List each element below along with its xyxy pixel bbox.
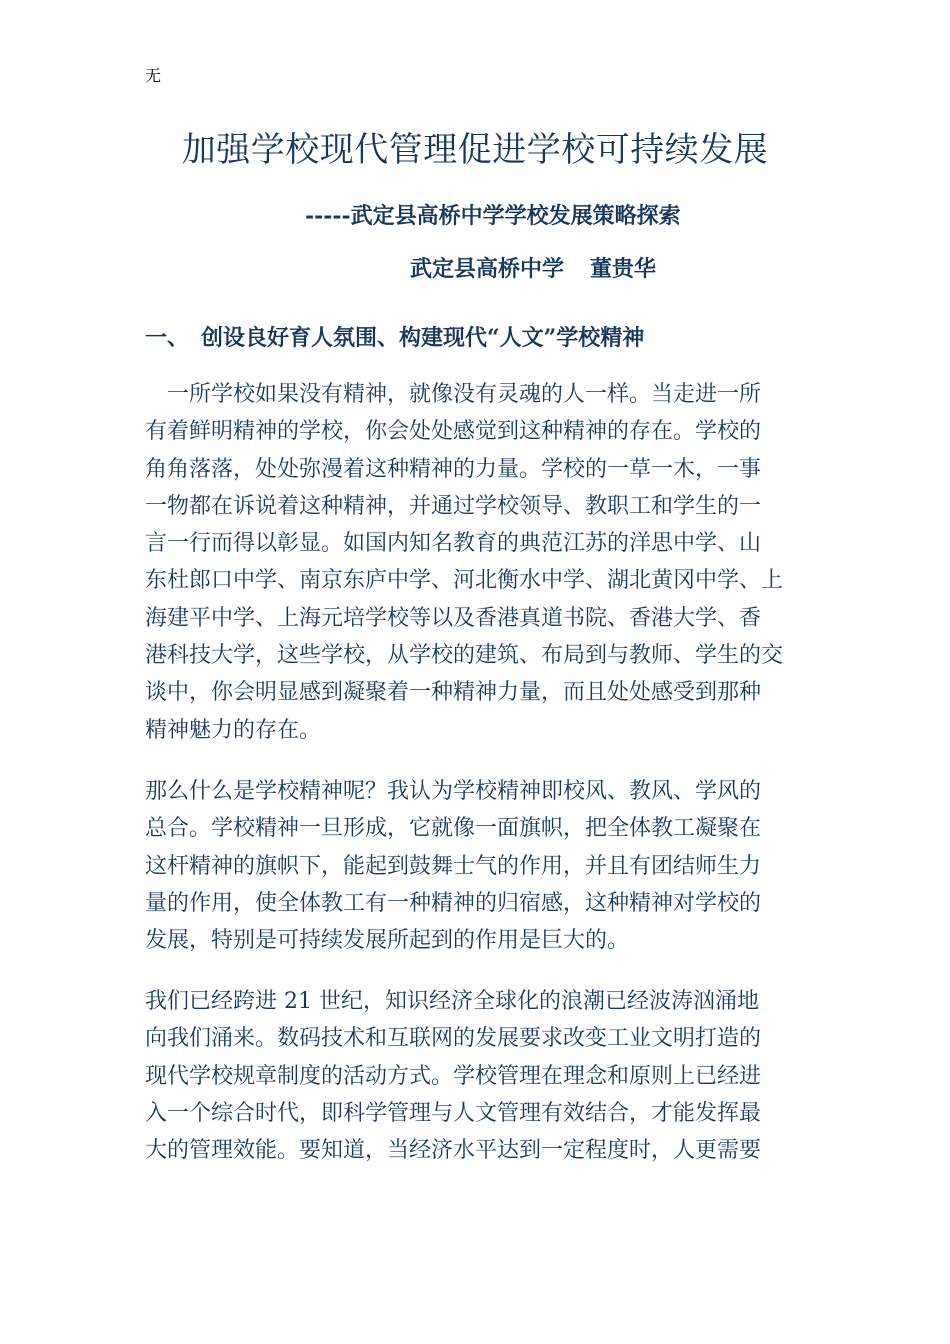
document-title: 加强学校现代管理促进学校可持续发展 [181, 130, 769, 170]
paragraph-line: 谈中，你会明显感到凝聚着一种精神力量，而且处处感受到那种 [145, 680, 762, 706]
paragraph [145, 773, 810, 959]
paragraph-line: 言一行而得以彰显。如国内知名教育的典范江苏的洋思中学、山 [145, 531, 762, 557]
paragraph-line: 港科技大学，这些学校，从学校的建筑、布局到与教师、学生的交 [145, 643, 784, 669]
section-heading [145, 322, 644, 354]
paragraph-line: 量的作用，使全体教工有一种精神的归宿感，这种精神对学校的 [145, 890, 762, 916]
paragraph-line: 精神魅力的存在。 [145, 717, 322, 743]
document-subtitle: -----武定县高桥中学学校发展策略探索 [305, 203, 681, 229]
author-name: 董贵华 [590, 256, 657, 282]
paragraph-line: 入一个综合时代，即科学管理与人文管理有效结合，才能发挥最 [145, 1100, 762, 1126]
paragraph-line: 角角落落，处处弥漫着这种精神的力量。学校的一草一木，一事 [145, 456, 762, 482]
paragraph-line: 一所学校如果没有精神，就像没有灵魂的人一样。当走进一所 [145, 382, 762, 407]
author-school: 武定县高桥中学 [410, 256, 565, 282]
paragraph-line: 这杆精神的旗帜下，能起到鼓舞士气的作用，并且有团结师生力 [145, 853, 762, 879]
paragraph [145, 983, 810, 1169]
section-title: 创设良好育人氛围、构建现代“人文”学校精神 [201, 325, 645, 351]
header-mark: 无 [145, 66, 162, 85]
paragraph-line: 我们已经跨进 21 世纪，知识经济全球化的浪潮已经波涛汹涌地 [145, 989, 759, 1014]
paragraph-line: 一物都在诉说着这种精神，并通过学校领导、教职工和学生的一 [145, 493, 762, 519]
paragraph-line: 海建平中学、上海元培学校等以及香港真道书院、香港大学、香 [145, 605, 762, 631]
paragraph-line: 大的管理效能。要知道，当经济水平达到一定程度时，人更需要 [145, 1138, 762, 1164]
paragraph-line: 发展，特别是可持续发展所起到的作用是巨大的。 [145, 928, 630, 954]
paragraph [145, 376, 810, 749]
paragraph-line: 总合。学校精神一旦形成，它就像一面旗帜，把全体教工凝聚在 [145, 816, 762, 842]
section-number: 一、 [145, 325, 190, 351]
paragraph-line: 有着鲜明精神的学校，你会处处感觉到这种精神的存在。学校的 [145, 419, 762, 445]
paragraph-line: 现代学校规章制度的活动方式。学校管理在理念和原则上已经进 [145, 1063, 762, 1089]
author-line [410, 253, 656, 285]
paragraph-line: 那么什么是学校精神呢？我认为学校精神即校风、教风、学风的 [145, 779, 762, 804]
paragraph-line: 东杜郎口中学、南京东庐中学、河北衡水中学、湖北黄冈中学、上 [145, 568, 784, 594]
paragraph-line: 向我们涌来。数码技术和互联网的发展要求改变工业文明打造的 [145, 1026, 762, 1052]
